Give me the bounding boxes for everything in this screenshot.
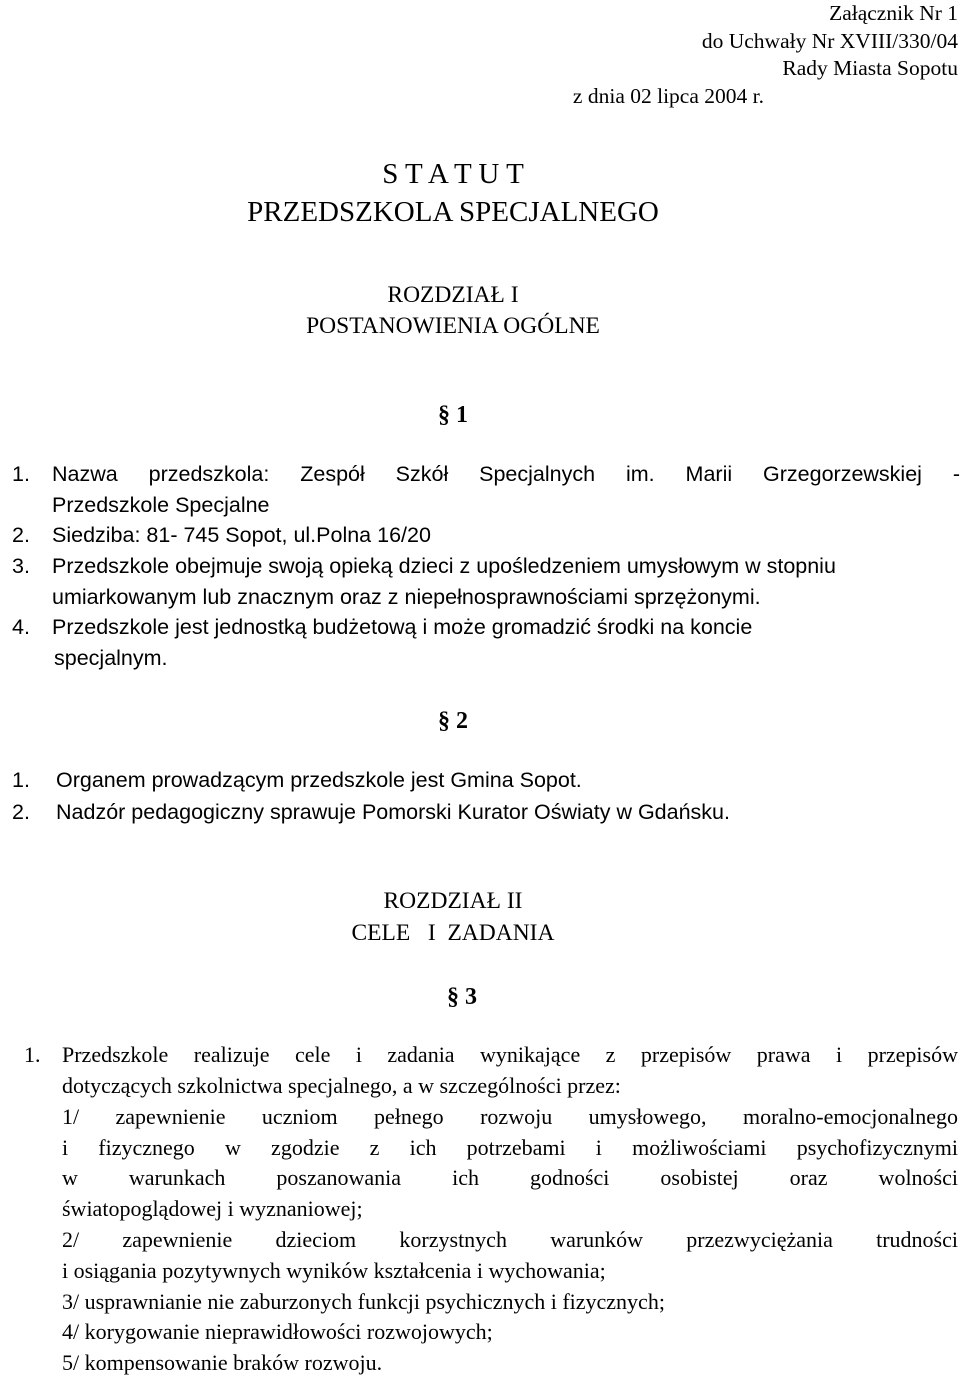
item-number: 1. bbox=[12, 462, 30, 486]
item-line: specjalnym. bbox=[54, 645, 168, 670]
item-number: 1. bbox=[12, 768, 30, 792]
item-number: 4. bbox=[12, 615, 30, 639]
item-line: Przedszkole obejmuje swoją opieką dzieci z upośledzeniem umysłowym w stopniu bbox=[52, 554, 836, 578]
para3-line-4: i fizycznego w zgodzie z ich potrzebami i możliwościami psychofizycznymi bbox=[62, 1134, 958, 1160]
item-line: Siedziba: 81- 745 Sopot, ul.Polna 16/20 bbox=[52, 523, 431, 547]
para3-line-10: 4/ korygowanie nieprawidłowości rozwojowych; bbox=[62, 1319, 493, 1345]
header-line-4: z dnia 02 lipca 2004 r. bbox=[572, 83, 764, 108]
item-number: 3. bbox=[12, 554, 30, 578]
document-subtitle: PRZEDSZKOLA SPECJALNEGO bbox=[247, 196, 659, 228]
item-line: Przedszkole jest jednostką budżetową i może gromadzić środki na koncie bbox=[52, 615, 753, 639]
para3-line-8: i osiągania pozytywnych wyników kształcenia i wychowania; bbox=[62, 1257, 606, 1283]
item-text: Organem prowadzącym przedszkole jest Gmina Sopot. bbox=[56, 768, 582, 792]
item-number: 2. bbox=[12, 523, 30, 547]
header-line-2: do Uchwały Nr XVIII/330/04 bbox=[701, 28, 958, 53]
para3-item-number: 1. bbox=[24, 1042, 41, 1067]
para3-line-7: 2/ zapewnienie dzieciom korzystnych warunków przezwyciężania trudności bbox=[62, 1226, 958, 1252]
chapter-1-subheading: POSTANOWIENIA OGÓLNE bbox=[306, 313, 600, 339]
header-line-1: Załącznik Nr 1 bbox=[829, 1, 958, 25]
chapter-1-heading: ROZDZIAŁ I bbox=[387, 282, 519, 308]
para3-line-1: Przedszkole realizuje cele i zadania wynikające z przepisów prawa i przepisów bbox=[62, 1042, 958, 1067]
para1-item-4 bbox=[4, 612, 960, 673]
paragraph-3-label: § 3 bbox=[447, 984, 477, 1010]
para2-item-2 bbox=[4, 797, 960, 828]
para2-item-1 bbox=[4, 765, 960, 796]
para3-text-cont bbox=[62, 1071, 958, 1379]
item-line: Nazwa przedszkola: Zespół Szkół Specjalnych im. Marii Grzegorzewskiej - bbox=[52, 462, 960, 486]
paragraph-2-label: § 2 bbox=[438, 708, 468, 734]
para3-text bbox=[62, 1040, 958, 1071]
item-line: umiarkowanym lub znacznym oraz z niepełnosprawnościami sprzężonymi. bbox=[52, 584, 761, 609]
para3-line-6: światopoglądowej i wyznaniowej; bbox=[62, 1196, 363, 1222]
attachment-header bbox=[573, 0, 958, 110]
para3-line-11: 5/ kompensowanie braków rozwoju. bbox=[62, 1350, 383, 1376]
chapter-2-heading: ROZDZIAŁ II bbox=[383, 888, 523, 914]
item-number: 2. bbox=[12, 800, 30, 824]
para3-line-9: 3/ usprawnianie nie zaburzonych funkcji psychicznych i fizycznych; bbox=[62, 1288, 665, 1314]
para1-item-3 bbox=[4, 551, 960, 612]
para1-item-2 bbox=[4, 520, 960, 551]
para1-item-1 bbox=[4, 459, 960, 520]
document-title: S T A T U T bbox=[382, 158, 524, 190]
item-text: Nadzór pedagogiczny sprawuje Pomorski Kurator Oświaty w Gdańsku. bbox=[56, 800, 730, 824]
chapter-2-subheading: CELE I ZADANIA bbox=[351, 920, 555, 946]
para3-line-3: 1/ zapewnienie uczniom pełnego rozwoju umysłowego, moralno-emocjonalnego bbox=[62, 1103, 958, 1129]
header-line-3: Rady Miasta Sopotu bbox=[782, 56, 958, 80]
para3-line-2: dotyczących szkolnictwa specjalnego, a w szczególności przez: bbox=[62, 1073, 621, 1098]
paragraph-1-label: § 1 bbox=[438, 402, 468, 428]
item-line: Przedszkole Specjalne bbox=[52, 492, 270, 517]
para3-line-5: w warunkach poszanowania ich godności osobistej oraz wolności bbox=[62, 1165, 958, 1191]
